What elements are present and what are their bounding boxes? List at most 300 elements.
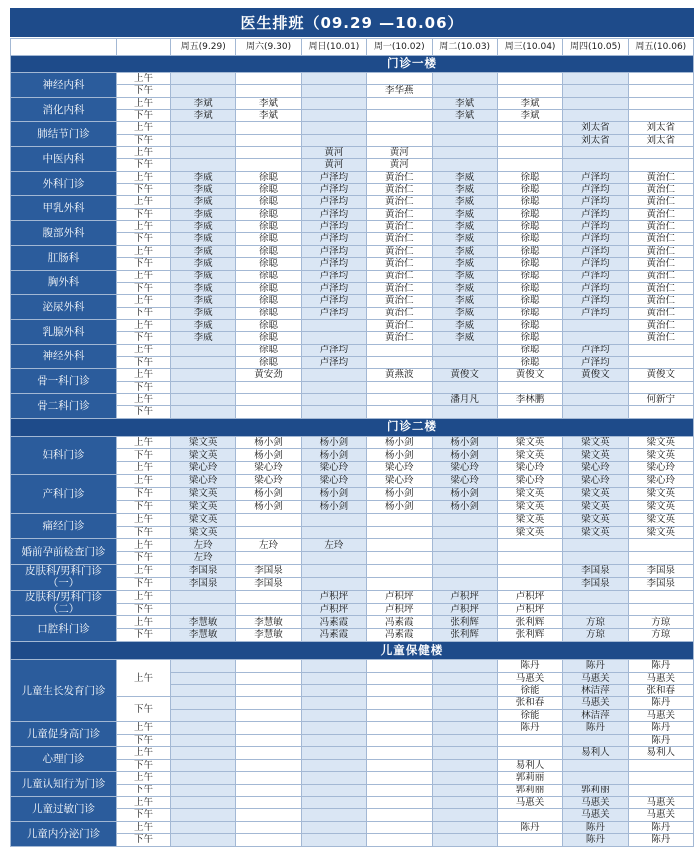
empty-schedule-cell <box>367 710 431 721</box>
doctor-name-cell: 刘太省 <box>629 135 693 146</box>
doctor-name-cell: 卢泽均 <box>563 233 627 244</box>
doctor-name-cell: 黄治仁 <box>629 283 693 294</box>
doctor-name-cell: 李威 <box>171 233 235 244</box>
shift-label: 下午 <box>117 308 170 319</box>
doctor-name-cell: 杨小剑 <box>302 501 366 513</box>
doctor-name-cell: 杨小剑 <box>433 488 497 500</box>
empty-schedule-cell <box>563 760 627 771</box>
doctor-name-cell: 李斌 <box>498 110 562 121</box>
empty-schedule-cell <box>171 697 235 708</box>
doctor-name-cell: 卢泽均 <box>563 209 627 220</box>
shift-label: 上午 <box>117 475 170 487</box>
empty-schedule-cell <box>433 785 497 796</box>
doctor-name-cell: 卢泽均 <box>563 196 627 207</box>
empty-schedule-cell <box>367 110 431 121</box>
empty-schedule-cell <box>302 565 366 577</box>
shift-label: 上午 <box>117 660 170 696</box>
empty-schedule-cell <box>171 822 235 833</box>
doctor-name-cell: 梁文英 <box>498 488 562 500</box>
section-header: 门诊二楼 <box>11 419 693 436</box>
doctor-name-cell: 方琼 <box>629 629 693 641</box>
department-label: 痛经门诊 <box>11 514 116 539</box>
doctor-name-cell: 黄俊文 <box>563 369 627 380</box>
doctor-name-cell: 卢泽均 <box>302 258 366 269</box>
doctor-name-cell: 徐能 <box>498 685 562 696</box>
doctor-name-cell: 卢泽均 <box>563 246 627 257</box>
empty-schedule-cell <box>302 320 366 331</box>
department-label: 胸外科 <box>11 271 116 295</box>
doctor-name-cell: 李国泉 <box>563 565 627 577</box>
doctor-name-cell: 徐聪 <box>498 345 562 356</box>
shift-label: 下午 <box>117 527 170 539</box>
doctor-name-cell: 梁心玲 <box>498 462 562 474</box>
day-header: 周二(10.03) <box>433 39 497 55</box>
doctor-name-cell: 黄治仁 <box>367 295 431 306</box>
doctor-name-cell: 林洁萍 <box>563 710 627 721</box>
empty-schedule-cell <box>171 660 235 671</box>
doctor-name-cell: 陈丹 <box>498 822 562 833</box>
empty-schedule-cell <box>367 406 431 417</box>
empty-schedule-cell <box>367 135 431 146</box>
empty-schedule-cell <box>302 514 366 526</box>
empty-schedule-cell <box>236 159 300 170</box>
doctor-name-cell: 黄河 <box>367 159 431 170</box>
doctor-name-cell: 李威 <box>433 258 497 269</box>
empty-schedule-cell <box>433 73 497 84</box>
empty-schedule-cell <box>629 772 693 783</box>
empty-schedule-cell <box>563 394 627 405</box>
doctor-name-cell: 李慧敏 <box>236 629 300 641</box>
doctor-name-cell: 徐聪 <box>236 283 300 294</box>
doctor-name-cell: 李威 <box>171 332 235 343</box>
empty-schedule-cell <box>236 747 300 758</box>
empty-schedule-cell <box>302 697 366 708</box>
empty-schedule-cell <box>302 85 366 96</box>
empty-schedule-cell <box>629 159 693 170</box>
shift-label: 上午 <box>117 73 170 84</box>
empty-schedule-cell <box>433 135 497 146</box>
doctor-name-cell: 梁文英 <box>171 527 235 539</box>
doctor-name-cell: 陈丹 <box>629 834 693 845</box>
shift-label: 上午 <box>117 822 170 833</box>
doctor-name-cell: 黄俊文 <box>629 369 693 380</box>
section-header: 儿童保健楼 <box>11 642 693 659</box>
doctor-name-cell: 梁文英 <box>498 501 562 513</box>
empty-schedule-cell <box>302 685 366 696</box>
doctor-name-cell: 梁文英 <box>563 514 627 526</box>
doctor-name-cell: 冯素霞 <box>367 616 431 628</box>
doctor-name-cell: 黄治仁 <box>367 221 431 232</box>
doctor-name-cell: 卢泽均 <box>302 172 366 183</box>
empty-schedule-cell <box>433 697 497 708</box>
doctor-name-cell: 李威 <box>433 308 497 319</box>
doctor-name-cell: 李林鹏 <box>498 394 562 405</box>
doctor-name-cell: 卢泽均 <box>563 357 627 368</box>
day-header: 周六(9.30) <box>236 39 300 55</box>
doctor-name-cell: 郭莉丽 <box>498 772 562 783</box>
empty-schedule-cell <box>236 735 300 746</box>
doctor-name-cell: 徐聪 <box>236 345 300 356</box>
empty-schedule-cell <box>563 382 627 393</box>
day-header: 周三(10.04) <box>498 39 562 55</box>
empty-schedule-cell <box>236 834 300 845</box>
empty-schedule-cell <box>302 98 366 109</box>
department-label: 婚前孕前检查门诊 <box>11 539 116 564</box>
doctor-name-cell: 黄治仁 <box>367 209 431 220</box>
doctor-name-cell: 卢泽均 <box>302 196 366 207</box>
doctor-name-cell: 马惠关 <box>563 697 627 708</box>
empty-schedule-cell <box>498 159 562 170</box>
doctor-name-cell: 陈丹 <box>629 660 693 671</box>
department-label: 儿童生长发育门诊 <box>11 660 116 721</box>
doctor-name-cell: 李威 <box>171 271 235 282</box>
empty-schedule-cell <box>171 73 235 84</box>
empty-schedule-cell <box>236 552 300 564</box>
empty-schedule-cell <box>498 834 562 845</box>
empty-schedule-cell <box>236 591 300 603</box>
empty-schedule-cell <box>171 834 235 845</box>
department-label: 肺结节门诊 <box>11 122 116 146</box>
doctor-name-cell: 李威 <box>433 271 497 282</box>
shift-label: 上午 <box>117 747 170 758</box>
shift-label: 上午 <box>117 514 170 526</box>
doctor-name-cell: 易利人 <box>563 747 627 758</box>
doctor-name-cell: 马惠关 <box>563 673 627 684</box>
empty-schedule-cell <box>433 527 497 539</box>
empty-schedule-cell <box>236 685 300 696</box>
doctor-name-cell: 黄河 <box>302 147 366 158</box>
empty-schedule-cell <box>367 660 431 671</box>
doctor-name-cell: 黄治仁 <box>629 320 693 331</box>
doctor-name-cell: 徐聪 <box>498 172 562 183</box>
empty-schedule-cell <box>302 369 366 380</box>
schedule-title: 医生排班（09.29 —10.06） <box>10 8 694 37</box>
doctor-name-cell: 黄河 <box>302 159 366 170</box>
doctor-name-cell: 梁心玲 <box>236 462 300 474</box>
empty-schedule-cell <box>367 73 431 84</box>
doctor-name-cell: 陈丹 <box>563 834 627 845</box>
empty-schedule-cell <box>498 539 562 551</box>
doctor-name-cell: 卢积坪 <box>498 604 562 616</box>
empty-schedule-cell <box>433 673 497 684</box>
doctor-name-cell: 黄治仁 <box>629 246 693 257</box>
doctor-name-cell: 徐聪 <box>498 308 562 319</box>
doctor-name-cell: 李威 <box>171 246 235 257</box>
shift-label: 下午 <box>117 785 170 796</box>
empty-schedule-cell <box>498 406 562 417</box>
empty-schedule-cell <box>498 73 562 84</box>
empty-schedule-cell <box>433 722 497 733</box>
empty-schedule-cell <box>563 159 627 170</box>
empty-schedule-cell <box>171 710 235 721</box>
empty-schedule-cell <box>236 785 300 796</box>
doctor-name-cell: 黄治仁 <box>629 172 693 183</box>
empty-schedule-cell <box>236 797 300 808</box>
doctor-name-cell: 杨小剑 <box>433 501 497 513</box>
day-header: 周一(10.02) <box>367 39 431 55</box>
doctor-name-cell: 李慧敏 <box>171 616 235 628</box>
doctor-name-cell: 李威 <box>433 196 497 207</box>
shift-label: 上午 <box>117 539 170 551</box>
empty-schedule-cell <box>171 147 235 158</box>
empty-schedule-cell <box>171 722 235 733</box>
doctor-name-cell: 徐聪 <box>236 320 300 331</box>
department-label: 神经外科 <box>11 345 116 369</box>
doctor-name-cell: 张利辉 <box>498 629 562 641</box>
doctor-name-cell: 梁文英 <box>629 514 693 526</box>
doctor-name-cell: 马惠关 <box>563 809 627 820</box>
empty-schedule-cell <box>629 552 693 564</box>
doctor-name-cell: 徐聪 <box>498 196 562 207</box>
shift-label: 上午 <box>117 722 170 733</box>
empty-schedule-cell <box>171 122 235 133</box>
doctor-name-cell: 徐聪 <box>236 246 300 257</box>
department-label: 骨二科门诊 <box>11 394 116 418</box>
doctor-name-cell: 杨小剑 <box>367 501 431 513</box>
empty-schedule-cell <box>629 147 693 158</box>
empty-schedule-cell <box>171 604 235 616</box>
doctor-name-cell: 李威 <box>171 320 235 331</box>
empty-schedule-cell <box>302 673 366 684</box>
doctor-name-cell: 梁文英 <box>629 501 693 513</box>
doctor-name-cell: 梁心玲 <box>433 475 497 487</box>
shift-label: 下午 <box>117 735 170 746</box>
empty-schedule-cell <box>629 73 693 84</box>
doctor-name-cell: 徐聪 <box>498 246 562 257</box>
doctor-name-cell: 梁心玲 <box>171 475 235 487</box>
doctor-name-cell: 何新宁 <box>629 394 693 405</box>
empty-schedule-cell <box>498 135 562 146</box>
empty-schedule-cell <box>433 406 497 417</box>
empty-schedule-cell <box>563 552 627 564</box>
doctor-name-cell: 黄治仁 <box>629 271 693 282</box>
shift-label: 下午 <box>117 258 170 269</box>
doctor-name-cell: 黄治仁 <box>367 283 431 294</box>
doctor-name-cell: 黄俊文 <box>498 369 562 380</box>
doctor-name-cell: 杨小剑 <box>236 437 300 449</box>
shift-label: 上午 <box>117 462 170 474</box>
doctor-name-cell: 徐聪 <box>236 233 300 244</box>
empty-schedule-cell <box>367 797 431 808</box>
empty-schedule-cell <box>171 357 235 368</box>
doctor-name-cell: 卢泽均 <box>302 271 366 282</box>
empty-schedule-cell <box>433 159 497 170</box>
doctor-name-cell: 黄治仁 <box>629 221 693 232</box>
empty-schedule-cell <box>433 147 497 158</box>
empty-schedule-cell <box>236 772 300 783</box>
doctor-name-cell: 徐聪 <box>236 271 300 282</box>
doctor-name-cell: 方琼 <box>563 629 627 641</box>
shift-label: 下午 <box>117 760 170 771</box>
doctor-name-cell: 卢泽均 <box>563 258 627 269</box>
doctor-name-cell: 李威 <box>171 184 235 195</box>
empty-schedule-cell <box>236 73 300 84</box>
doctor-name-cell: 卢泽均 <box>563 271 627 282</box>
empty-schedule-cell <box>433 760 497 771</box>
empty-schedule-cell <box>498 85 562 96</box>
empty-schedule-cell <box>236 722 300 733</box>
doctor-name-cell: 黄治仁 <box>367 332 431 343</box>
empty-schedule-cell <box>367 357 431 368</box>
empty-schedule-cell <box>433 735 497 746</box>
doctor-name-cell: 陈丹 <box>629 722 693 733</box>
empty-schedule-cell <box>629 539 693 551</box>
empty-schedule-cell <box>367 809 431 820</box>
shift-label: 上午 <box>117 394 170 405</box>
doctor-name-cell: 卢积坪 <box>433 604 497 616</box>
doctor-name-cell: 李国泉 <box>629 565 693 577</box>
doctor-name-cell: 黄河 <box>367 147 431 158</box>
doctor-name-cell: 刘太省 <box>629 122 693 133</box>
doctor-name-cell: 徐聪 <box>498 258 562 269</box>
doctor-name-cell: 黄治仁 <box>367 184 431 195</box>
empty-schedule-cell <box>367 685 431 696</box>
doctor-name-cell: 梁文英 <box>498 449 562 461</box>
empty-schedule-cell <box>236 122 300 133</box>
empty-schedule-cell <box>302 394 366 405</box>
shift-label: 下午 <box>117 406 170 417</box>
doctor-name-cell: 卢泽均 <box>563 221 627 232</box>
shift-label: 上午 <box>117 196 170 207</box>
empty-schedule-cell <box>563 110 627 121</box>
doctor-name-cell: 梁文英 <box>629 449 693 461</box>
doctor-name-cell: 陈丹 <box>563 722 627 733</box>
doctor-name-cell: 李威 <box>433 221 497 232</box>
empty-schedule-cell <box>171 135 235 146</box>
empty-schedule-cell <box>302 710 366 721</box>
doctor-name-cell: 刘太省 <box>563 122 627 133</box>
doctor-name-cell: 梁文英 <box>171 437 235 449</box>
doctor-name-cell: 马惠关 <box>629 797 693 808</box>
empty-schedule-cell <box>433 710 497 721</box>
empty-schedule-cell <box>302 735 366 746</box>
day-header: 周日(10.01) <box>302 39 366 55</box>
shift-label: 上午 <box>117 772 170 783</box>
shift-label: 上午 <box>117 616 170 628</box>
shift-label: 下午 <box>117 283 170 294</box>
empty-schedule-cell <box>171 394 235 405</box>
doctor-name-cell: 卢积坪 <box>498 591 562 603</box>
department-label: 皮肤科/男科门诊 （二） <box>11 591 116 616</box>
doctor-name-cell: 黄治仁 <box>367 233 431 244</box>
empty-schedule-cell <box>367 382 431 393</box>
shift-label: 上午 <box>117 295 170 306</box>
day-header: 周五(10.06) <box>629 39 693 55</box>
doctor-name-cell: 梁文英 <box>171 449 235 461</box>
empty-schedule-cell <box>236 527 300 539</box>
shift-label: 下午 <box>117 552 170 564</box>
doctor-name-cell: 李斌 <box>236 110 300 121</box>
empty-schedule-cell <box>236 822 300 833</box>
doctor-name-cell: 李威 <box>433 233 497 244</box>
empty-schedule-cell <box>498 747 562 758</box>
doctor-name-cell: 徐聪 <box>236 295 300 306</box>
doctor-name-cell: 卢积坪 <box>367 591 431 603</box>
doctor-name-cell: 张利辉 <box>433 629 497 641</box>
doctor-name-cell: 卢泽均 <box>563 172 627 183</box>
empty-schedule-cell <box>433 797 497 808</box>
empty-schedule-cell <box>171 382 235 393</box>
doctor-name-cell: 刘太省 <box>563 135 627 146</box>
shift-label: 下午 <box>117 184 170 195</box>
doctor-name-cell: 杨小剑 <box>302 488 366 500</box>
doctor-name-cell: 林洁萍 <box>563 685 627 696</box>
empty-schedule-cell <box>236 760 300 771</box>
empty-schedule-cell <box>367 747 431 758</box>
doctor-name-cell: 李威 <box>171 221 235 232</box>
doctor-name-cell: 卢泽均 <box>302 283 366 294</box>
doctor-name-cell: 梁文英 <box>171 488 235 500</box>
empty-schedule-cell <box>171 685 235 696</box>
shift-label: 下午 <box>117 697 170 721</box>
doctor-name-cell: 梁文英 <box>563 527 627 539</box>
empty-schedule-cell <box>498 578 562 590</box>
empty-schedule-cell <box>367 345 431 356</box>
empty-schedule-cell <box>236 604 300 616</box>
department-label: 儿童过敏门诊 <box>11 797 116 821</box>
doctor-name-cell: 徐聪 <box>236 308 300 319</box>
empty-schedule-cell <box>367 552 431 564</box>
empty-schedule-cell <box>367 760 431 771</box>
doctor-name-cell: 徐聪 <box>498 271 562 282</box>
doctor-name-cell: 李威 <box>171 196 235 207</box>
doctor-name-cell: 李华燕 <box>367 85 431 96</box>
doctor-name-cell: 黄治仁 <box>367 258 431 269</box>
empty-schedule-cell <box>367 772 431 783</box>
doctor-name-cell: 李国泉 <box>629 578 693 590</box>
empty-schedule-cell <box>367 735 431 746</box>
empty-schedule-cell <box>302 822 366 833</box>
doctor-name-cell: 梁文英 <box>563 501 627 513</box>
empty-schedule-cell <box>498 122 562 133</box>
doctor-name-cell: 卢泽均 <box>302 308 366 319</box>
shift-label: 下午 <box>117 332 170 343</box>
empty-schedule-cell <box>563 147 627 158</box>
doctor-name-cell: 黄治仁 <box>629 332 693 343</box>
empty-schedule-cell <box>563 320 627 331</box>
empty-schedule-cell <box>629 604 693 616</box>
doctor-name-cell: 梁心玲 <box>302 475 366 487</box>
shift-label: 下午 <box>117 357 170 368</box>
empty-schedule-cell <box>236 147 300 158</box>
empty-schedule-cell <box>302 552 366 564</box>
doctor-name-cell: 徐能 <box>498 710 562 721</box>
doctor-name-cell: 杨小剑 <box>236 501 300 513</box>
doctor-name-cell: 李斌 <box>433 98 497 109</box>
empty-schedule-cell <box>302 73 366 84</box>
empty-schedule-cell <box>563 539 627 551</box>
empty-schedule-cell <box>302 660 366 671</box>
doctor-name-cell: 冯素霞 <box>302 616 366 628</box>
doctor-name-cell: 卢泽均 <box>563 295 627 306</box>
doctor-name-cell: 卢泽均 <box>302 345 366 356</box>
doctor-name-cell: 方琼 <box>563 616 627 628</box>
empty-schedule-cell <box>302 785 366 796</box>
department-label: 外科门诊 <box>11 172 116 196</box>
empty-schedule-cell <box>236 809 300 820</box>
doctor-name-cell: 左玲 <box>302 539 366 551</box>
shift-label: 下午 <box>117 834 170 845</box>
doctor-name-cell: 潘月凡 <box>433 394 497 405</box>
empty-schedule-cell <box>236 697 300 708</box>
doctor-name-cell: 陈丹 <box>629 822 693 833</box>
empty-schedule-cell <box>302 760 366 771</box>
empty-schedule-cell <box>433 539 497 551</box>
empty-schedule-cell <box>367 785 431 796</box>
doctor-name-cell: 易利人 <box>629 747 693 758</box>
empty-schedule-cell <box>433 382 497 393</box>
department-label: 甲乳外科 <box>11 196 116 220</box>
